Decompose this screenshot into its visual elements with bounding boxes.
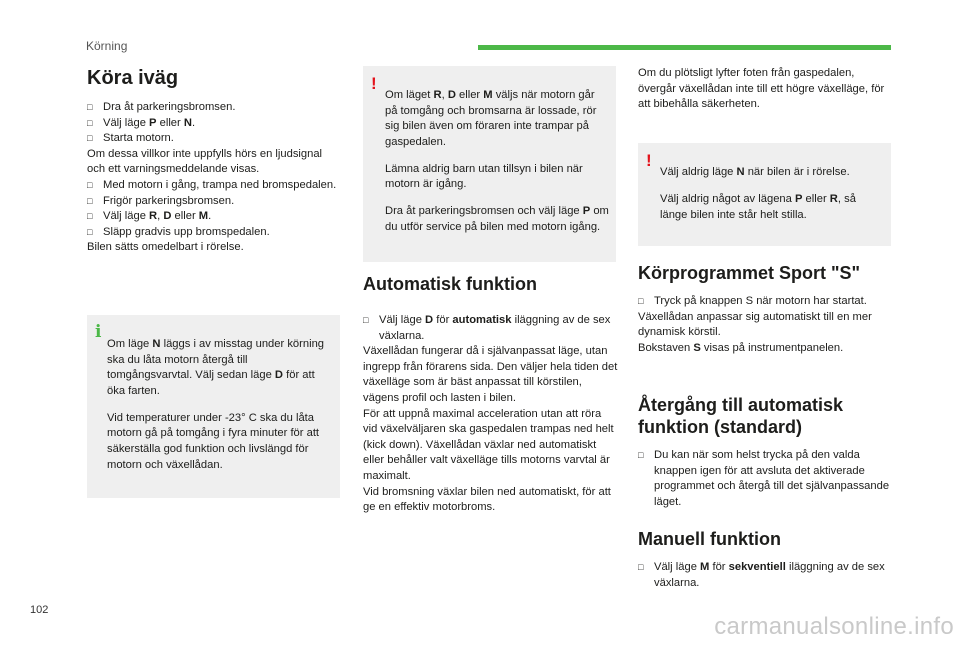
return-body [638, 448, 893, 510]
bold-term: D [274, 369, 284, 382]
bullet-item [638, 294, 893, 310]
text-run: Om läget [385, 89, 434, 102]
text-run: Frigör parkeringsbromsen. [103, 194, 235, 207]
bullet-item [638, 448, 893, 510]
bullet-item [87, 116, 342, 132]
bold-term: R [149, 210, 158, 223]
text-run: Välj aldrig läge [660, 166, 737, 179]
text-run: Dra åt parkeringsbromsen. [103, 101, 236, 113]
text-run: iläggning av de sex växlarna. [654, 561, 885, 589]
box-paragraph [107, 337, 334, 399]
bullet-text [654, 294, 893, 310]
section-return [638, 394, 893, 510]
bullet-text [654, 560, 893, 591]
box-paragraph [107, 411, 334, 473]
bullet-text [379, 313, 618, 344]
paragraph [87, 240, 342, 256]
bold-term: P [582, 205, 591, 218]
section-manual [638, 528, 893, 591]
text-run: eller [802, 192, 830, 205]
bold-term: D [447, 89, 456, 102]
warning-icon: ! [646, 151, 652, 170]
box-paragraph [385, 162, 610, 193]
text-run: Välj aldrig något av lägena [660, 192, 795, 205]
text-run: Tryck på knappen S när motorn har startat. [654, 295, 867, 307]
box-paragraph [660, 192, 885, 223]
warning-icon: ! [371, 74, 377, 93]
title-return-line2: funktion (standard) [638, 417, 802, 437]
bold-term: D [425, 314, 434, 326]
checkbox-bullet-icon: □ [363, 315, 369, 325]
checkbox-bullet-icon: □ [638, 562, 644, 572]
section-sport [638, 262, 893, 356]
text-run: , [157, 210, 164, 223]
box-paragraph [385, 204, 610, 235]
text-run: Dra åt parkeringsbromsen och välj läge [385, 205, 583, 218]
watermark-logo: carmanualsonline.info [714, 613, 954, 640]
text-run: Starta motorn. [103, 132, 174, 145]
page-number: 102 [30, 604, 49, 616]
bullet-item [87, 194, 342, 210]
warning-box-engine-idle [363, 66, 616, 262]
text-run: För att uppnå maximal acceleration utan att röra vid växelväljaren ska gaspedalen trampas ned helt (kick down). Växellådan växlar ned automatiskt eller behåller valt växelläge tills motorns varvtal är maximalt. [363, 407, 614, 482]
bullet-text [103, 225, 342, 241]
paragraph [363, 344, 618, 406]
warning-box-neutral [638, 143, 891, 246]
bullet-text [103, 194, 342, 210]
info-icon: i [95, 322, 102, 342]
bullet-text [103, 209, 342, 225]
text-run: Välj läge [103, 116, 150, 129]
bold-term: N [152, 338, 161, 351]
automatisk-body [363, 313, 618, 516]
bold-term: S [693, 341, 701, 354]
text-run: . [191, 116, 196, 129]
title-return-line1: Återgång till automatisk [638, 395, 844, 415]
bold-term: M [700, 561, 710, 573]
kora-ivag-body [87, 100, 342, 256]
text-run: Om dessa villkor inte uppfylls hörs en ljudsignal och ett varningsmeddelande visas. [87, 147, 323, 176]
paragraph [638, 341, 893, 357]
bullet-text [103, 100, 342, 116]
paragraph [363, 485, 618, 516]
bullet-text [654, 448, 893, 510]
text-run: Lämna aldrig barn utan tillsyn i bilen när motorn är igång. [385, 162, 583, 191]
text-run: Växellådan anpassar sig automatiskt till en mer dynamisk körstil. [638, 310, 872, 339]
bold-term: P [149, 116, 157, 129]
checkbox-bullet-icon: □ [87, 211, 93, 222]
text-run: Välj läge [654, 561, 701, 573]
bullet-item [87, 178, 342, 194]
checkbox-bullet-icon: □ [87, 133, 93, 144]
bullet-item [638, 560, 893, 591]
bullet-text [103, 116, 342, 132]
checkbox-bullet-icon: □ [638, 450, 644, 460]
checkbox-bullet-icon: □ [87, 102, 93, 112]
bold-term: automatisk [452, 314, 512, 326]
paragraph [638, 310, 893, 341]
section-color-bar [478, 45, 891, 50]
checkbox-bullet-icon: □ [638, 296, 644, 306]
text-run: för att öka farten. [107, 369, 315, 397]
text-run: eller [455, 89, 484, 102]
checkbox-bullet-icon: □ [87, 117, 93, 128]
sport-body [638, 294, 893, 356]
checkbox-bullet-icon: □ [87, 179, 93, 190]
text-run: iläggning av de sex växlarna. [379, 314, 611, 342]
text-run: , så länge bilen inte står helt stilla. [660, 192, 856, 221]
bullet-text [103, 178, 342, 194]
bullet-item [87, 225, 342, 241]
text-run: Bokstaven [638, 341, 694, 354]
warning-box-text [385, 77, 610, 247]
text-run: . [208, 210, 212, 223]
text-run: eller [156, 116, 184, 129]
column-middle [363, 273, 618, 516]
box-paragraph [385, 88, 610, 150]
text-run: Vid bromsning växlar bilen ned automatiskt, för att ge en effektiv motorbroms. [363, 485, 611, 514]
text-run: Bilen sätts omedelbart i rörelse. [87, 241, 244, 254]
bullet-item [87, 100, 342, 116]
text-run: för [709, 561, 729, 573]
info-box [87, 315, 340, 498]
box-paragraph [660, 165, 885, 181]
text-run: läggs i av misstag under körning ska du låta motorn återgå till tomgångsvarvtal. Välj sedan läge [107, 338, 325, 382]
text-run: Släpp gradvis upp bromspedalen. [103, 225, 270, 238]
info-box-text [107, 326, 334, 484]
bold-term: N [736, 166, 745, 179]
bold-term: D [163, 210, 172, 223]
text-run: Välj läge [103, 210, 150, 223]
text-run: eller [171, 210, 199, 223]
title-kora-ivag: Köra iväg [87, 67, 179, 89]
bold-term: M [198, 210, 209, 223]
text-run: Växellådan fungerar då i självanpassat läge, utan ingrepp från förarens sida. Den väljer hela tiden det växelläge som är bäst anpassat till körstilen, vägens profil och lasten i bilen. [363, 345, 618, 404]
bullet-text [103, 131, 342, 147]
paragraph [363, 407, 618, 485]
column-left [87, 66, 342, 256]
section-label: Körning [86, 39, 128, 53]
bold-term: sekventiell [728, 561, 786, 573]
text-run: när bilen är i rörelse. [744, 166, 850, 179]
text-run: Du kan när som helst trycka på den valda knappen igen för att avsluta det aktiverade programmet och återgå till det självanpassande läget. [654, 449, 890, 508]
text-run: Om läge [107, 338, 153, 351]
paragraph [87, 147, 342, 178]
warning-box-neutral-text [660, 154, 885, 234]
manual-body [638, 560, 893, 591]
text-run: Med motorn i gång, trampa ned bromspedalen. [103, 178, 337, 191]
column-right-intro [638, 66, 893, 113]
text-run: visas på instrumentpanelen. [700, 341, 844, 354]
bold-term: M [483, 89, 493, 102]
text-run: om du utför service på bilen med motorn igång. [385, 205, 609, 233]
text-run: Vid temperaturer under -23° C ska du låta motorn gå på tomgång i fyra minuter för att säkerställa god funktion och livslängd för motorn och växellådan. [107, 411, 320, 471]
text-run: väljs när motorn går på tomgång och bromsarna är lossade, rör sig bilen även om föraren inte trampar på gaspedalen. [385, 89, 597, 148]
bold-term: R [433, 89, 442, 102]
bold-term: N [183, 116, 192, 129]
bullet-item [87, 209, 342, 225]
title-sport: Körprogrammet Sport "S" [638, 263, 861, 283]
text-run: Välj läge [379, 314, 426, 326]
text-run: för [433, 314, 453, 326]
bold-term: P [794, 192, 803, 205]
bold-term: R [829, 192, 838, 205]
text-run: , [441, 89, 448, 102]
title-automatisk-funktion: Automatisk funktion [363, 274, 537, 294]
title-manuell-funktion: Manuell funktion [638, 529, 781, 549]
bullet-item [363, 313, 618, 344]
checkbox-bullet-icon: □ [87, 195, 93, 206]
intro-paragraph: Om du plötsligt lyfter foten från gaspedalen, övergår växellådan inte till ett högre växelläge, för att bibehålla säkerheten. [638, 67, 885, 111]
bullet-item [87, 131, 342, 147]
checkbox-bullet-icon: □ [87, 226, 93, 237]
